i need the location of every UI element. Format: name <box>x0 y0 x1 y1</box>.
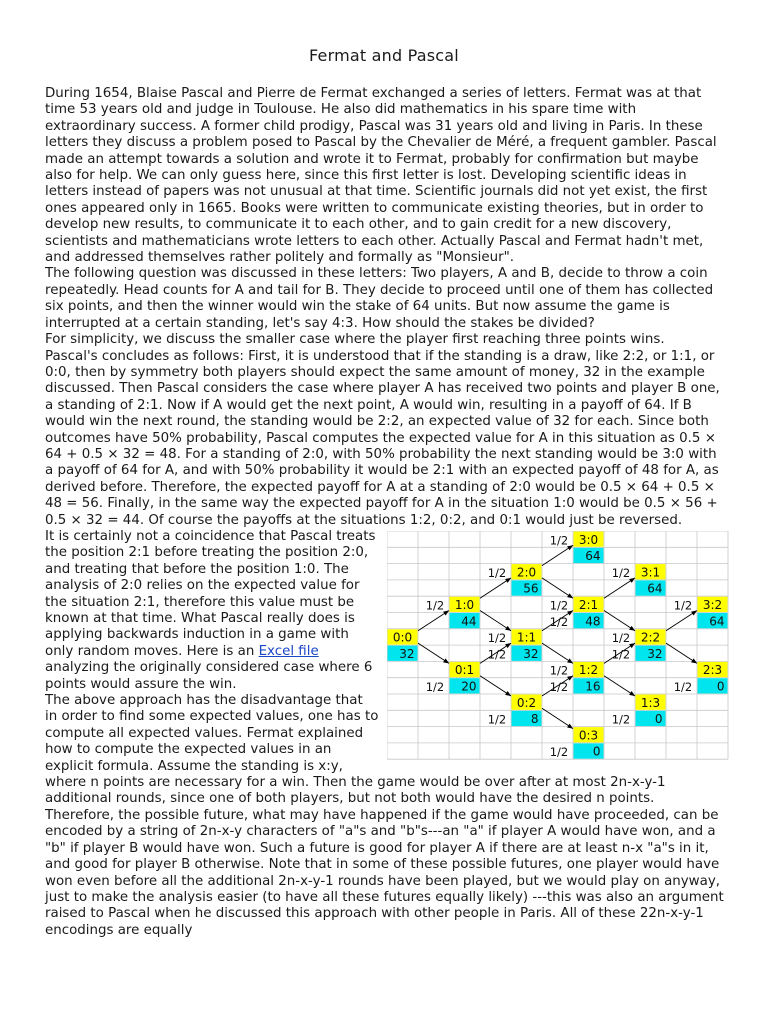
expected-value-label: 0 <box>592 744 601 759</box>
article-body <box>45 86 725 939</box>
arrowhead <box>567 658 573 663</box>
transition-arrow <box>604 610 635 630</box>
standing-label: 1:1 <box>516 630 537 645</box>
arrowhead <box>629 691 635 696</box>
expected-value-label: 48 <box>585 614 601 629</box>
expected-value-label: 32 <box>399 646 415 661</box>
expected-value-label: 0 <box>654 712 663 727</box>
excel-file-link[interactable]: Excel file <box>258 643 319 659</box>
standing-label: 2:1 <box>578 597 599 612</box>
expected-value-label: 0 <box>716 679 725 694</box>
game-tree-diagram <box>387 531 729 761</box>
expected-value-label: 56 <box>523 581 539 596</box>
probability-label: 1/2 <box>549 598 569 613</box>
probability-label: 1/2 <box>549 679 569 694</box>
standing-label: 0:2 <box>516 695 537 710</box>
expected-value-label: 32 <box>647 646 663 661</box>
expected-value-label: 44 <box>461 614 477 629</box>
transition-arrow <box>480 610 511 630</box>
page-title: Fermat and Pascal <box>309 46 459 65</box>
transition-arrow <box>604 578 635 598</box>
probability-label: 1/2 <box>425 598 445 613</box>
arrowhead <box>443 658 449 663</box>
arrowhead <box>691 658 697 663</box>
transition-arrow <box>666 643 697 663</box>
paragraph-question: The following question was discussed in these letters: Two players, A and B, decide to throw a coin repeatedly. Head counts for A and tail for B. They decide to proceed until one of them has collected six points, and then the winner would win the stake of 64 units. But now assume the game is interrupted at a certain standing, let's say 4:3. How should the stakes be divided? <box>45 266 714 331</box>
game-tree-svg <box>387 531 729 761</box>
standing-label: 1:0 <box>454 597 475 612</box>
probability-label: 1/2 <box>611 712 631 727</box>
expected-value-label: 8 <box>530 712 539 727</box>
transition-arrow <box>666 610 697 630</box>
expected-value-label: 64 <box>709 614 725 629</box>
standing-label: 3:2 <box>702 597 723 612</box>
transition-arrow <box>542 545 573 565</box>
probability-label: 1/2 <box>673 679 693 694</box>
paragraph-text: It is certainly not a coincidence that Pascal treats the position 2:1 before treating the position 2:0, and treating that before the position 1:0. The analysis of 2:0 relies on the expected value for the situation 2:1, therefore this value must be known at that time. What Pascal really does is applying backwards induction in a game with only random moves. Here is an <box>45 528 376 659</box>
standing-label: 2:2 <box>640 630 661 645</box>
arrowhead <box>629 626 635 631</box>
arrowhead <box>567 593 573 598</box>
paragraph-text: analyzing the originally considered case where 6 points would assure the win. <box>45 660 373 692</box>
expected-value-label: 64 <box>585 549 601 564</box>
transition-arrow <box>542 578 573 598</box>
standing-label: 2:3 <box>702 663 723 678</box>
standing-label: 0:1 <box>454 663 475 678</box>
transition-arrow <box>542 643 573 663</box>
expected-value-label: 16 <box>585 679 601 694</box>
standing-label: 0:0 <box>392 630 413 645</box>
transition-arrow <box>480 676 511 696</box>
probability-label: 1/2 <box>549 745 569 760</box>
probability-label: 1/2 <box>487 712 507 727</box>
transition-arrow <box>542 708 573 728</box>
probability-label: 1/2 <box>673 598 693 613</box>
arrowhead <box>505 691 511 696</box>
probability-label: 1/2 <box>611 631 631 646</box>
transition-arrow <box>418 643 449 663</box>
standing-label: 2:0 <box>516 565 537 580</box>
probability-label: 1/2 <box>549 663 569 678</box>
arrowhead <box>567 724 573 729</box>
probability-label: 1/2 <box>549 614 569 629</box>
paragraph-fermat-method: The above approach has the disadvantage that in order to find some expected values, one has to compute all expected values. Fermat explained how to compute the expected values in an explicit formula. Assume the standing is x:y, where n points are necessary for a win. Then the game would be over after at most 2n-x-y-1 additional rounds, since one of both players, but not both would have the desired n points. Therefore, the possible future, what may have happened if the game would have proceeded, can be encoded by a string of 2n-x-y characters of "a"s and "b"s---an "a" if player A would have won, and a "b" if player B would have won. Such a future is good for player A if there are at least n-x "a"s in it, and good for player B otherwise. Note that in some of these possible futures, one player would have won even before all the additional 2n-x-y-1 rounds have been played, but we would play on anyway, just to make the analysis easier (to have all these futures equally likely) ---this was also an argument raised to Pascal when he discussed this approach with other people in Paris. All of these 22n-x-y-1 encodings are equally <box>45 693 724 938</box>
expected-value-label: 64 <box>647 581 663 596</box>
standing-label: 0:3 <box>578 728 599 743</box>
probability-label: 1/2 <box>487 631 507 646</box>
probability-label: 1/2 <box>425 679 445 694</box>
transition-arrow <box>604 676 635 696</box>
paragraph-intro: During 1654, Blaise Pascal and Pierre de Fermat exchanged a series of letters. Fermat was at that time 53 years old and judge in Toulouse. He also did mathematics in his spare time with extraordinary success. A former child prodigy, Pascal was 31 years old and living in Paris. In these letters they discuss a problem posed to Pascal by the Chevalier de Méré, a frequent gambler. Pascal made an attempt towards a solution and wrote it to Fermat, probably for confirmation but maybe also for help. We can only guess here, since this first letter is lost. Developing scientific ideas in letters instead of papers was not unusual at that time. Scientific journals did not yet exist, the first ones appeared only in 1665. Books were written to communicate existing theories, but in order to develop new results, to communicate it to each other, and to gain credit for a new discovery, scientists and mathematicians wrote letters to each other. Actually Pascal and Fermat hadn't met, and addressed themselves rather politely and formally as "Monsieur". <box>45 86 717 266</box>
probability-label: 1/2 <box>611 647 631 662</box>
arrowhead <box>505 626 511 631</box>
probability-label: 1/2 <box>487 647 507 662</box>
expected-value-label: 32 <box>523 646 539 661</box>
transition-arrow <box>418 610 449 630</box>
expected-value-label: 20 <box>461 679 477 694</box>
paragraph-pascal-solution: Pascal's concludes as follows: First, it is understood that if the standing is a draw, like 2:2, or 1:1, or 0:0, then by symmetry both players should expect the same amount of money, 32 in the example discussed. Then Pascal considers the case where player A has received two points and player B one, a standing of 2:1. Now if A would get the next point, A would win, resulting in a payoff of 64. If B would win the next round, the standing would be 2:2, an expected value of 32 for each. Since both outcomes have 50% probability, Pascal computes the expected value for A in this situation as 0.5 × 64 + 0.5 × 32 = 48. For a standing of 2:0, with 50% probability the next standing would be 3:0 with a payoff of 64 for A, and with 50% probability it would be 2:1 with an expected payoff of 48 for A, as derived before. Therefore, the expected payoff for A at a standing of 2:0 would be 0.5 × 64 + 0.5 × 48 = 56. Finally, in the same way the expected payoff for A in the situation 1:0 would be 0.5 × 56 + 0.5 × 32 = 44. Of course the payoffs at the situations 1:2, 0:2, and 0:1 would just be reversed. <box>45 348 720 528</box>
paragraph-simplification: For simplicity, we discuss the smaller case where the player first reaching three points wins. <box>45 332 665 348</box>
probability-label: 1/2 <box>549 533 569 548</box>
transition-arrow <box>480 578 511 598</box>
probability-label: 1/2 <box>487 565 507 580</box>
standing-label: 1:3 <box>640 695 661 710</box>
standing-label: 3:1 <box>640 565 661 580</box>
probability-label: 1/2 <box>611 565 631 580</box>
standing-label: 1:2 <box>578 663 599 678</box>
standing-label: 3:0 <box>578 532 599 547</box>
